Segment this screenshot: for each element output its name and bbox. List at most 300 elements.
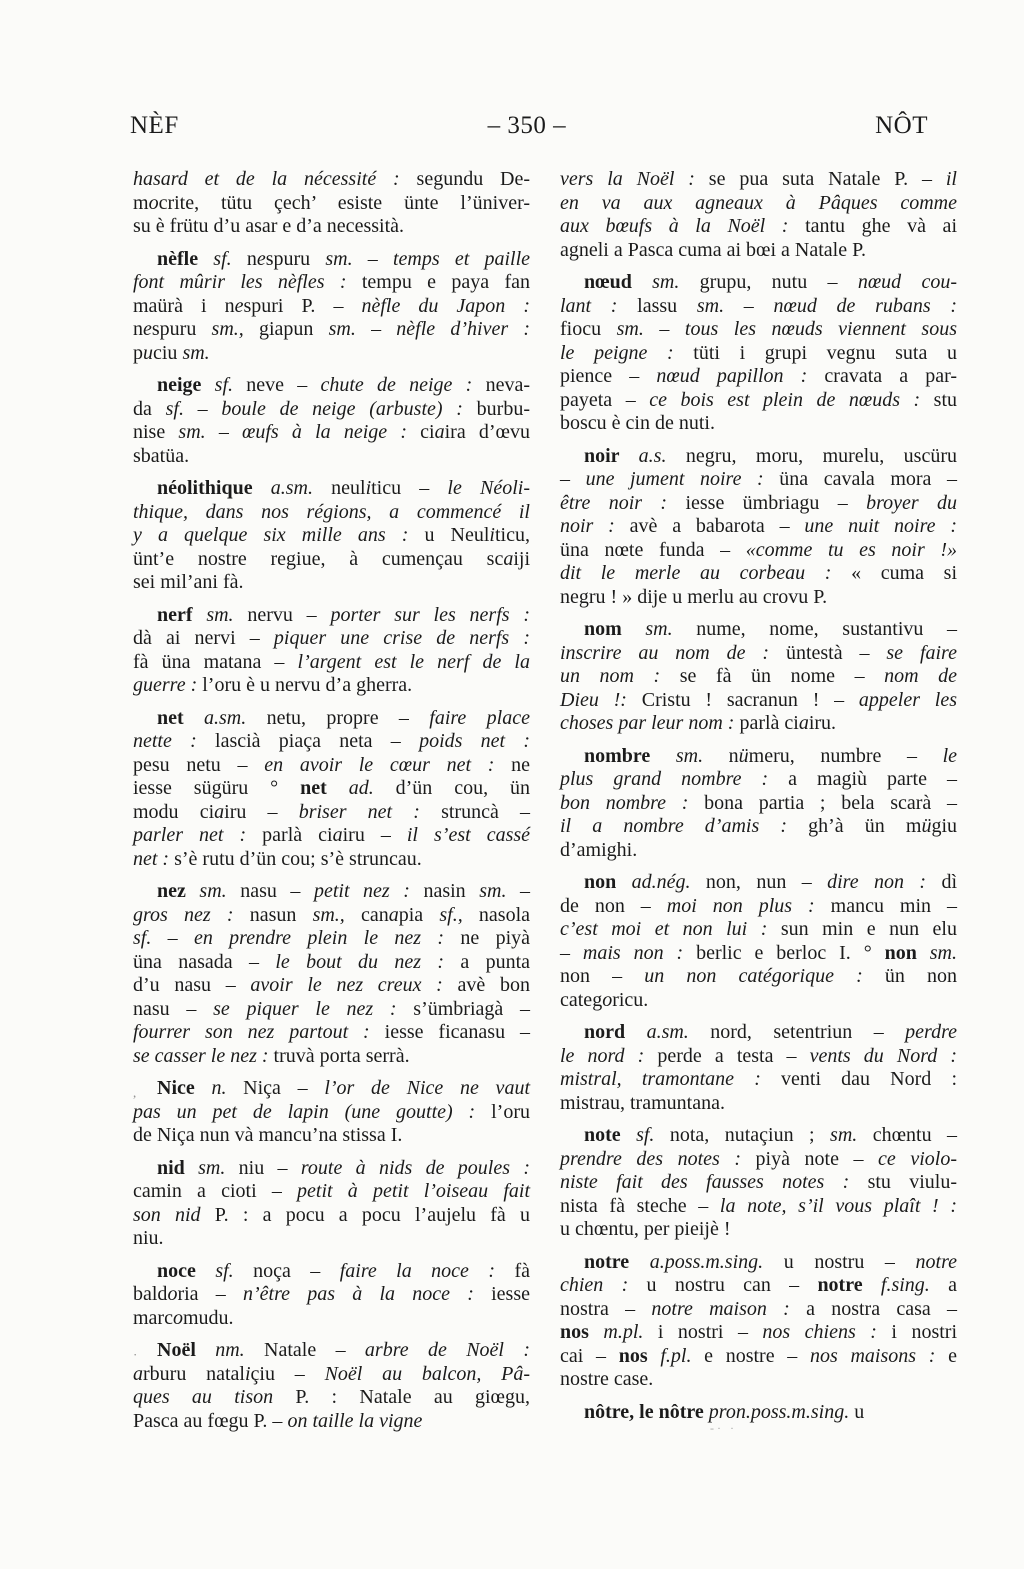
text-segment: cai – (560, 1344, 619, 1367)
entry-line (560, 515, 957, 539)
entry-line (560, 389, 957, 413)
text-segment: ü (738, 744, 749, 767)
text-segment: notre maison : (651, 1297, 807, 1320)
text-segment: pia (398, 903, 440, 926)
text-segment: nista fà steche – (560, 1194, 720, 1217)
text-segment: avè bon (457, 974, 530, 996)
entry-line (133, 1386, 530, 1410)
text-segment: nasin (423, 880, 480, 902)
text-segment: chien : (560, 1274, 647, 1296)
entry-line (560, 895, 957, 919)
text-segment: m.pl. (603, 1321, 658, 1343)
text-segment: se fà ün nome – (679, 665, 885, 687)
entry-line (560, 815, 957, 839)
text-segment: parlà ci (262, 824, 333, 846)
text-segment: broyer du (866, 491, 958, 514)
text-segment: lassu (637, 294, 697, 317)
entry-line (133, 998, 530, 1022)
entry-line (133, 730, 530, 754)
text-segment: a.sm. (646, 1021, 711, 1043)
text-segment: stu viulu- (867, 1171, 957, 1193)
text-segment: e (234, 294, 244, 317)
entry-line (560, 965, 957, 989)
entry-nom (560, 618, 957, 736)
text-segment: appeler les (858, 688, 958, 711)
text-segment: ünt’e nostre regiue, à cumençau sc (133, 547, 504, 570)
entry-noel-continuation (560, 168, 957, 262)
text-segment: inscrire au nom de : (560, 641, 786, 664)
text-segment: plus grand nombre : (560, 768, 789, 790)
text-segment: il (945, 168, 957, 190)
text-segment: sm., (312, 903, 361, 926)
text-segment: le nord : (560, 1044, 658, 1067)
text-segment: Pasca au fœgu P. – (133, 1409, 288, 1432)
entry-line (133, 271, 530, 295)
text-segment: i (244, 1362, 251, 1385)
entry-line (560, 1021, 957, 1045)
text-segment: i (365, 477, 372, 499)
text-segment: agneli a Pasca cuma ai bœi a Natale P. (560, 238, 866, 261)
entry-line (560, 989, 957, 1013)
text-segment: nasola (478, 903, 530, 926)
text-segment: niu – (238, 1156, 301, 1179)
text-segment: chœntu – (872, 1124, 957, 1146)
text-segment: nord, setentriun – (710, 1021, 906, 1043)
text-segment: berlic e berloc I. ° (696, 941, 885, 964)
text-segment: nm. (215, 1339, 265, 1361)
entry-line (560, 295, 957, 319)
entry-line (133, 1101, 530, 1125)
text-segment: a (948, 1274, 957, 1296)
text-segment: s’è rutu d’ün cou; s’è struncau. (174, 847, 422, 870)
text-segment: e (256, 247, 266, 270)
text-segment: nerf (157, 603, 207, 626)
entry-line (133, 1157, 530, 1181)
text-segment: la note, s’il vous plaît ! : (719, 1194, 957, 1217)
column-left (133, 168, 530, 1433)
entry-line (560, 618, 957, 642)
text-segment: u (854, 1400, 865, 1423)
text-segment: o (602, 988, 613, 1011)
text-segment: tantu ghe và ai (805, 215, 957, 237)
entry-line (560, 239, 957, 263)
text-segment: prendre des notes : (560, 1147, 756, 1170)
entry-nid (133, 1157, 530, 1251)
text-segment: a (214, 800, 225, 823)
entry-line (133, 318, 530, 342)
text-segment: en avoir le cœur net : (264, 753, 512, 776)
entry-line (133, 1363, 530, 1387)
text-segment: net (300, 777, 349, 799)
text-segment: briser net : (298, 800, 442, 823)
text-segment: negru, moru, murelu, uscüru (685, 444, 957, 467)
entry-line (560, 492, 957, 516)
text-segment: sm. – tous les nœuds viennent sous (616, 318, 958, 340)
text-segment: venti dau Nord : (781, 1068, 957, 1090)
text-segment: P. : Natale au giœgu, (295, 1386, 530, 1408)
text-segment: n (133, 318, 143, 340)
text-segment: gh’à ün m (808, 815, 922, 837)
text-segment: noce (157, 1259, 216, 1282)
entry-line (133, 342, 530, 366)
text-segment: crite, tütu çech’ esiste ünte l’üniver- (158, 191, 530, 214)
text-segment: bald (133, 1283, 168, 1305)
entry-line (133, 801, 530, 825)
text-segment: pron.poss.m.sing. (708, 1400, 855, 1423)
entry-line (560, 1148, 957, 1172)
text-segment: giu (931, 815, 957, 837)
entry-line (560, 1321, 957, 1345)
text-segment: route à nids de poules : (300, 1156, 530, 1179)
entry-line (560, 1274, 957, 1298)
text-segment: Noël (157, 1339, 216, 1361)
text-segment: c’est moi et non lui : (560, 918, 781, 940)
entry-line (133, 904, 530, 928)
text-segment: petit nez : (313, 880, 424, 902)
text-segment: arbre de Noël : (364, 1339, 530, 1361)
entry-line (133, 215, 530, 239)
entry-line (560, 768, 957, 792)
entry-line (560, 445, 957, 469)
entry-line (133, 1077, 530, 1101)
text-segment: ün non (884, 965, 958, 987)
text-segment: en va aux agneaux à Pâques comme (560, 191, 957, 214)
text-segment: a (798, 712, 809, 734)
text-segment: fà (514, 1259, 530, 1282)
text-segment: nervu – (247, 603, 331, 626)
entry-line (133, 707, 530, 731)
text-segment: ad.nég. (631, 871, 706, 893)
text-segment: spuru (265, 247, 326, 270)
entry-line (133, 1204, 530, 1228)
entry-line (560, 168, 957, 192)
text-segment: u nostru – (783, 1250, 916, 1273)
text-segment: maürà i n (133, 294, 235, 317)
text-segment: giapun (258, 318, 329, 340)
text-segment: perde a testa – (657, 1044, 810, 1067)
text-segment: f.sing. (880, 1274, 949, 1296)
text-segment: sm. (206, 603, 248, 626)
entry-net (133, 707, 530, 872)
text-segment: sm., (211, 318, 259, 340)
text-segment: çiu – (250, 1362, 325, 1385)
entry-line (560, 1092, 957, 1116)
entry-line (560, 562, 957, 586)
text-segment: payeta – (560, 388, 650, 411)
text-segment: piyà note – (755, 1147, 879, 1170)
entry-line (560, 586, 957, 610)
text-segment: l’oru è u nervu d’a gherra. (202, 674, 413, 696)
text-segment: a.s. (638, 444, 686, 467)
entry-note (560, 1124, 957, 1242)
text-segment: poids net : (419, 730, 530, 752)
entry-line (133, 951, 530, 975)
text-segment: iesse sügüru ° (133, 777, 301, 799)
text-segment: avoir le nez creux : (250, 974, 458, 996)
text-segment: tempu e paya fan (361, 271, 530, 293)
text-segment: ce bois est plein de nœuds : (649, 388, 934, 411)
text-segment: se casser le nez : (133, 1044, 274, 1067)
text-segment: truvà porta serrà. (273, 1044, 410, 1067)
entry-nord (560, 1021, 957, 1115)
entry-nefle (133, 248, 530, 366)
text-segment: a (434, 421, 445, 443)
text-segment: neva- (485, 374, 530, 396)
text-segment: neige (157, 374, 215, 396)
text-segment: nombre (584, 744, 676, 767)
text-segment: une nuit noire : (804, 515, 958, 537)
entry-nombre (560, 745, 957, 863)
text-segment: nord (584, 1021, 647, 1043)
text-segment: neve – (246, 374, 321, 396)
text-segment: de non – (560, 894, 667, 917)
text-segment: niu. (133, 1227, 164, 1249)
entry-line (560, 412, 957, 436)
text-segment: ad. (348, 777, 396, 799)
dictionary-body (133, 168, 957, 1433)
entry-line (560, 192, 957, 216)
text-segment: a magiù parte – (788, 768, 957, 790)
text-segment: a punta (460, 950, 531, 973)
text-segment: piquer une crise de nerfs : (273, 627, 530, 649)
text-segment: iesse ficanasu – (384, 1021, 530, 1043)
text-segment: noir : (560, 515, 630, 537)
text-segment: aux bœufs à la Noël : (560, 215, 806, 237)
text-segment: l’argent est le nerf de la (297, 650, 530, 673)
text-segment: moi non plus : (666, 894, 831, 917)
text-segment: nœud cou- (857, 271, 957, 293)
text-segment: faire la noce : (339, 1259, 515, 1282)
text-segment: sf., (439, 903, 479, 926)
column-right (560, 168, 957, 1433)
text-segment: categ (560, 988, 603, 1011)
text-segment: notre (584, 1250, 650, 1273)
text-segment: o (167, 1283, 178, 1305)
text-segment: iru. (808, 712, 837, 734)
text-segment: spuri P. – (243, 294, 362, 317)
entry-noel (133, 1339, 530, 1433)
text-segment: a (388, 903, 399, 926)
text-segment: parler net : (133, 824, 263, 846)
text-segment: l’oru (491, 1100, 530, 1123)
entry-line (133, 524, 530, 548)
header-page-number: – 350 – (487, 112, 567, 139)
text-segment: néolithique (157, 477, 271, 499)
text-segment: sm. (198, 1156, 239, 1179)
text-segment: mistral, tramontane : (560, 1068, 782, 1090)
text-segment: nèfle du Japon : (361, 294, 531, 317)
entry-line (133, 777, 530, 801)
text-segment: u Neul (424, 524, 490, 546)
text-segment: – (743, 294, 774, 317)
entry-line (133, 1339, 530, 1363)
text-segment: gros nez : (133, 903, 250, 926)
text-segment: thique, dans nos régions, a commencé il (133, 500, 530, 523)
text-segment: le (942, 744, 957, 767)
text-segment: a.poss.m.sing. (649, 1250, 784, 1273)
text-segment: e (143, 318, 152, 340)
text-segment: il a nombre d’amis : (560, 815, 809, 837)
text-segment: niste fait des fausses notes : (560, 1171, 868, 1193)
entry-line (560, 918, 957, 942)
entry-line (560, 839, 957, 863)
entry-line (560, 792, 957, 816)
entry-line (560, 1068, 957, 1092)
text-segment: sm. (479, 880, 520, 902)
text-segment: n. (211, 1077, 244, 1099)
page-header (130, 112, 928, 140)
text-segment: sf. (215, 1259, 254, 1282)
entry-line (133, 1227, 530, 1251)
text-segment: n’être pas à la noce : (242, 1283, 492, 1305)
text-segment: boscu è cin de nuti. (560, 412, 715, 434)
text-segment: burbu- (476, 397, 530, 420)
text-segment: noir (584, 444, 639, 467)
text-segment: iji (513, 547, 530, 570)
text-segment: nos (618, 1344, 661, 1367)
text-segment: sun min e nun elu (780, 918, 957, 940)
text-segment: bona partia ; bela scarà – (704, 791, 957, 814)
text-segment: ira d’œvu (444, 421, 530, 443)
text-segment: noça – (253, 1259, 340, 1282)
text-segment: net : (133, 847, 175, 870)
entry-line (133, 824, 530, 848)
text-segment: choses par leur nom : (560, 712, 740, 734)
text-segment: le peigne : (560, 341, 694, 364)
text-segment: i (489, 524, 495, 546)
text-segment: non (884, 941, 930, 964)
text-segment: nasu – (133, 997, 214, 1020)
text-segment: s’ümbriagà – (413, 997, 530, 1020)
entry-line (133, 398, 530, 422)
text-segment: i nostri – (657, 1321, 763, 1343)
text-segment: Niça – (243, 1077, 325, 1099)
entry-line (133, 501, 530, 525)
text-segment: un non catégorique : (644, 965, 885, 987)
text-segment: d’ün cou, ün (395, 777, 530, 799)
text-segment: sm. (675, 744, 729, 767)
entry-line (133, 192, 530, 216)
entry-line (560, 1171, 957, 1195)
entry-nez (133, 880, 530, 1068)
text-segment: – (520, 880, 530, 902)
entry-line (560, 539, 957, 563)
text-segment: d’amighi. (560, 838, 638, 861)
entry-line (133, 1410, 530, 1434)
text-segment: le Néoli- (447, 477, 530, 499)
text-segment: nise (133, 421, 179, 443)
text-segment: non – (560, 965, 645, 987)
entry-line (560, 665, 957, 689)
text-segment: nom de (884, 665, 957, 687)
entry-noce (133, 1260, 530, 1331)
text-segment: ticu, (494, 524, 530, 546)
entry-line (560, 745, 957, 769)
entry-line (560, 342, 957, 366)
text-segment: le bout du nez : (275, 950, 461, 973)
entry-line (133, 374, 530, 398)
entry-line (133, 1124, 530, 1148)
text-segment: nume, nome, sustantivu – (696, 618, 957, 640)
text-segment: cravata a par- (824, 365, 958, 387)
text-segment: m (133, 191, 149, 214)
text-segment: üna cavala mora – (779, 468, 957, 490)
text-segment: e nostre – (704, 1344, 810, 1367)
entry-line (133, 477, 530, 501)
text-segment: nœud papillon : (656, 365, 825, 387)
entry-line (560, 1345, 957, 1369)
entry-line (560, 712, 957, 736)
text-segment: font mûrir les nèfles : (133, 271, 362, 293)
text-segment: nota, nutaçiun ; (669, 1124, 831, 1146)
entry-line (133, 880, 530, 904)
text-segment: mistrau, tramuntana. (560, 1091, 725, 1114)
text-segment: note (584, 1124, 637, 1146)
text-segment: u (143, 341, 153, 364)
text-segment: iesse (491, 1283, 530, 1305)
text-segment: ticu – (371, 477, 448, 499)
entry-line (133, 1260, 530, 1284)
text-segment: nid (157, 1156, 199, 1179)
text-segment: a.sm. (204, 706, 267, 729)
text-segment: lascià piaça neta – (215, 730, 420, 752)
text-segment: mancu min – (830, 894, 957, 917)
text-segment: ciu (153, 341, 183, 364)
text-segment: sf. (636, 1124, 670, 1146)
text-segment: vers la Noël : (560, 168, 709, 190)
text-segment: net (157, 706, 205, 729)
entry-non (560, 871, 957, 1012)
text-segment: dire non : (827, 871, 942, 893)
text-segment: o (148, 191, 159, 214)
entry-line (133, 627, 530, 651)
text-segment: dit le merle au corbeau : (560, 562, 852, 584)
entry-line (133, 168, 530, 192)
entry-line (133, 604, 530, 628)
entry-line (560, 1251, 957, 1275)
text-segment: sbatüa. (133, 444, 190, 467)
text-segment: sf. (214, 374, 247, 396)
entry-line (560, 318, 957, 342)
text-segment: il s’est cassé (406, 824, 531, 846)
text-segment: i nostri (891, 1321, 957, 1343)
text-segment: ne piyà (460, 927, 531, 949)
text-segment: Nice (157, 1077, 212, 1099)
text-segment: n (728, 744, 739, 767)
text-segment: l’or de Nice ne vaut (324, 1077, 530, 1099)
text-segment: fà üna matana – (133, 650, 298, 673)
entry-line (133, 248, 530, 272)
entry-line (560, 689, 957, 713)
text-segment: sm. (830, 1124, 873, 1146)
entry-line (133, 295, 530, 319)
text-segment: grupu, nutu – (699, 271, 858, 293)
text-segment: ce violo- (878, 1147, 957, 1170)
entry-noeud (560, 271, 957, 436)
text-segment: sm. – nèfle d’hiver : (328, 318, 530, 340)
text-segment: iesse ümbriagu – (685, 491, 867, 514)
text-segment: fiocu (560, 318, 617, 340)
entry-line (133, 421, 530, 445)
text-segment: a (332, 824, 343, 846)
entry-line (133, 571, 530, 595)
entry-line (560, 468, 957, 492)
text-segment: meru, numbre – (748, 744, 943, 767)
text-segment: u chœntu, per pieijè ! (560, 1218, 731, 1240)
text-segment: – (560, 941, 583, 964)
text-segment: p (133, 341, 143, 364)
text-segment: sf. (213, 247, 247, 270)
